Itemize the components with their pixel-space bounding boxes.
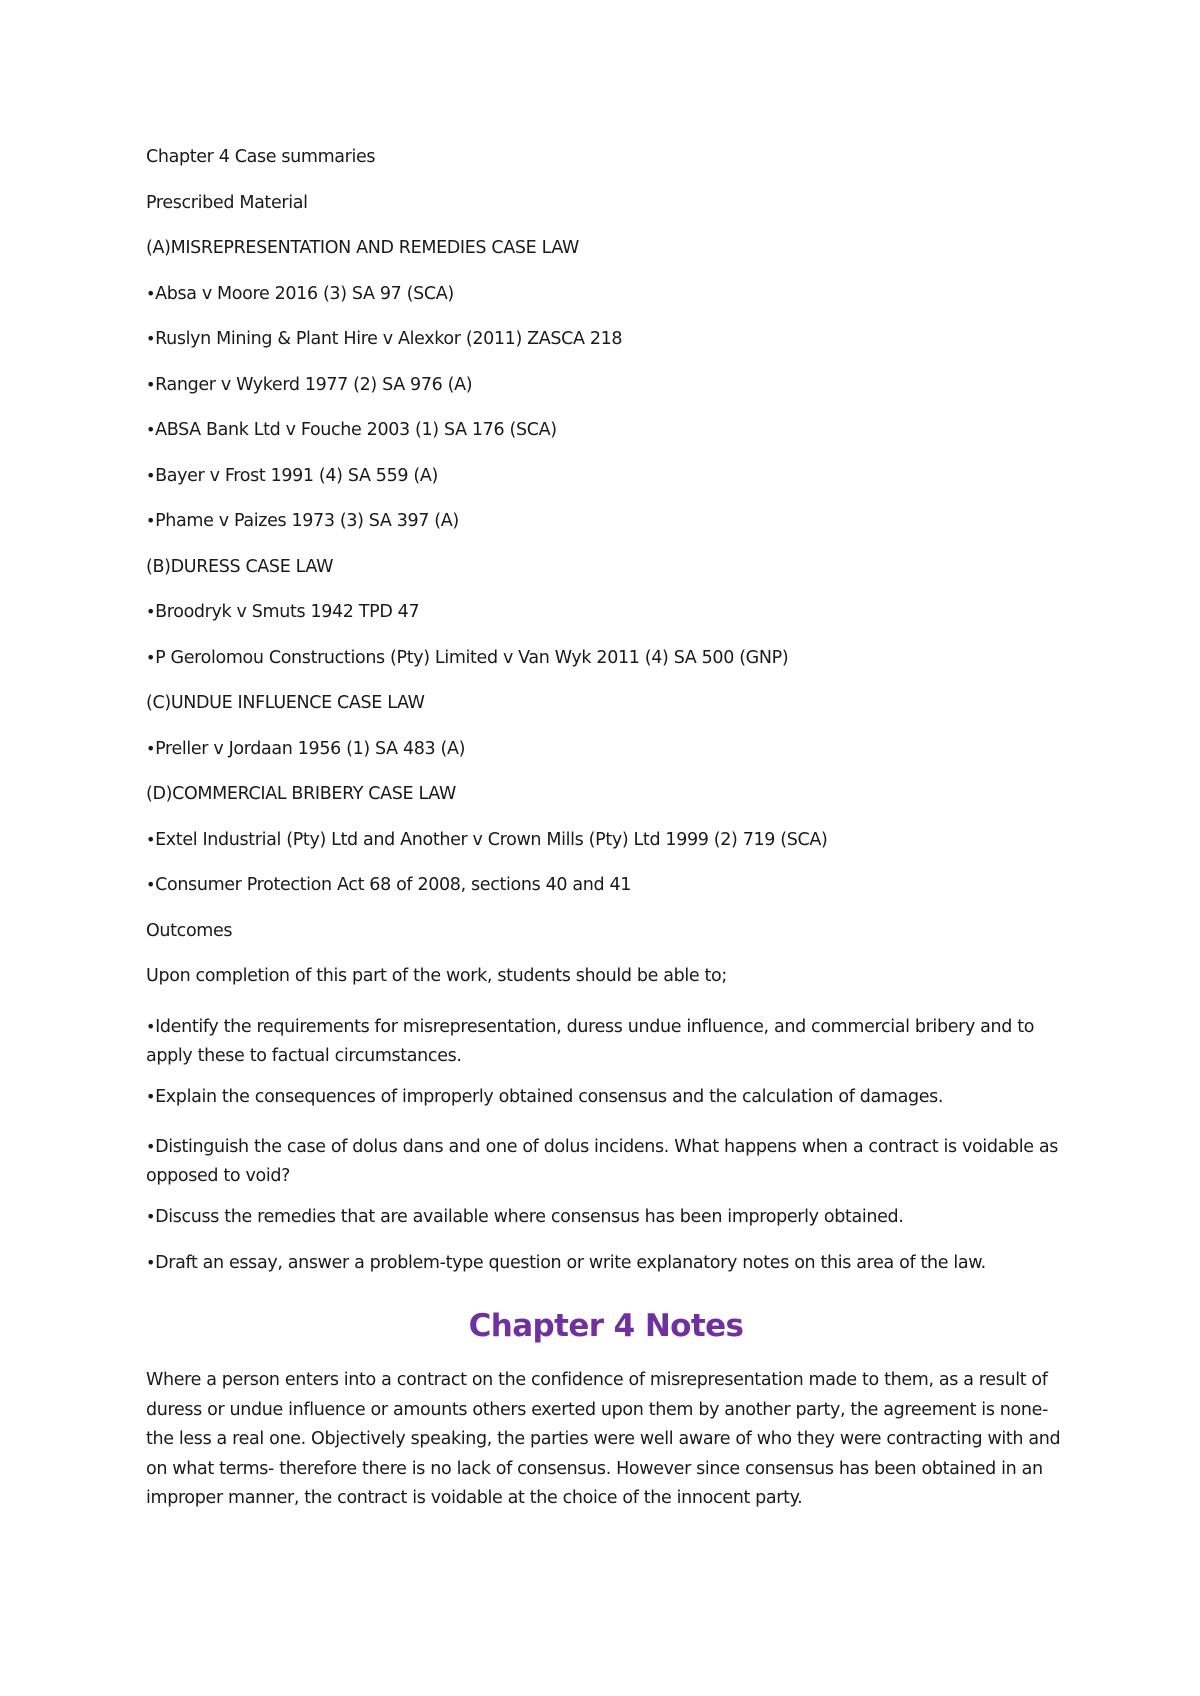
outcome-item bbox=[146, 1087, 1066, 1133]
case-list-item bbox=[146, 420, 1066, 466]
outcome-item bbox=[146, 1132, 1066, 1191]
bullet-icon: • bbox=[146, 374, 156, 394]
case-text: Ruslyn Mining & Plant Hire v Alexkor (2011) ZASCA 218 bbox=[155, 329, 623, 349]
bullet-icon: • bbox=[146, 420, 156, 439]
case-list-item bbox=[146, 602, 1066, 648]
case-text: ABSA Bank Ltd v Fouche 2003 (1) SA 176 (SCA) bbox=[155, 420, 557, 440]
outcome-text: Identify the requirements for misrepresentation, duress undue influence, and commercial bribery and to apply these to factual circumstances. bbox=[146, 1016, 1035, 1066]
case-text: Consumer Protection Act 68 of 2008, sections 40 and 41 bbox=[155, 875, 632, 895]
case-list-item bbox=[146, 875, 1066, 921]
bullet-icon: • bbox=[146, 875, 156, 894]
case-text: Absa v Moore 2016 (3) SA 97 (SCA) bbox=[155, 283, 454, 304]
notes-body: Where a person enters into a contract on the confidence of misrepresentation made to them, as a result of duress or undue influence or amounts others exerted upon them by another party, the agreement is none-the less a real one. Objectively speaking, the parties were well aware of who they were contracting with and on what terms- therefore there is no lack of consensus. However since consensus has been obtained in an improper manner, the contract is voidable at the choice of the innocent party. bbox=[146, 1370, 1061, 1508]
outcome-text: Explain the consequences of improperly obtained consensus and the calculation of damages. bbox=[155, 1086, 944, 1107]
case-text: P Gerolomou Constructions (Pty) Limited v Van Wyk 2011 (4) SA 500 (GNP) bbox=[155, 647, 789, 668]
outcome-item bbox=[146, 1207, 1066, 1253]
case-text: Extel Industrial (Pty) Ltd and Another v Crown Mills (Pty) Ltd 1999 (2) 719 (SCA) bbox=[155, 829, 828, 850]
case-list-item bbox=[146, 466, 1066, 512]
case-list-item bbox=[146, 511, 1066, 557]
bullet-icon: • bbox=[146, 829, 156, 849]
section-d-heading: (D)COMMERCIAL BRIBERY CASE LAW bbox=[146, 784, 456, 804]
bullet-icon: • bbox=[146, 511, 156, 530]
case-list-item bbox=[146, 284, 1066, 330]
case-text: Phame v Paizes 1973 (3) SA 397 (A) bbox=[155, 511, 459, 531]
case-text: Ranger v Wykerd 1977 (2) SA 976 (A) bbox=[155, 374, 473, 395]
bullet-icon: • bbox=[146, 465, 156, 485]
section-a-heading: (A)MISREPRESENTATION AND REMEDIES CASE LAW bbox=[146, 238, 579, 258]
bullet-icon: • bbox=[146, 1086, 156, 1106]
prescribed-material-label: Prescribed Material bbox=[146, 192, 308, 213]
bullet-icon: • bbox=[146, 738, 156, 758]
outcomes-heading: Outcomes bbox=[146, 920, 233, 941]
outcome-text: Draft an essay, answer a problem-type question or write explanatory notes on this area of the law. bbox=[155, 1252, 986, 1273]
case-list-item bbox=[146, 375, 1066, 421]
case-text: Broodryk v Smuts 1942 TPD 47 bbox=[155, 602, 420, 622]
document-content bbox=[146, 147, 1066, 1514]
case-text: Bayer v Frost 1991 (4) SA 559 (A) bbox=[155, 465, 438, 486]
section-c-heading: (C)UNDUE INFLUENCE CASE LAW bbox=[146, 693, 425, 713]
bullet-icon: • bbox=[146, 1207, 156, 1226]
bullet-icon: • bbox=[146, 1016, 156, 1036]
bullet-icon: • bbox=[146, 1137, 156, 1156]
outcome-text: Distinguish the case of dolus dans and one of dolus incidens. What happens when a contract is voidable as opposed to void? bbox=[146, 1137, 1059, 1186]
bullet-icon: • bbox=[146, 647, 156, 667]
outcome-item bbox=[146, 1253, 1066, 1299]
section-b-heading: (B)DURESS CASE LAW bbox=[146, 556, 334, 577]
case-list-item bbox=[146, 739, 1066, 785]
case-text: Preller v Jordaan 1956 (1) SA 483 (A) bbox=[155, 738, 466, 759]
bullet-icon: • bbox=[146, 1252, 156, 1272]
notes-heading: Chapter 4 Notes bbox=[468, 1308, 744, 1344]
document-title: Chapter 4 Case summaries bbox=[146, 147, 376, 167]
bullet-icon: • bbox=[146, 283, 156, 303]
bullet-icon: • bbox=[146, 329, 156, 348]
case-list-item bbox=[146, 329, 1066, 375]
outcome-text: Discuss the remedies that are available where consensus has been improperly obtained. bbox=[155, 1207, 904, 1227]
bullet-icon: • bbox=[146, 602, 156, 621]
outcome-item bbox=[146, 1012, 1066, 1071]
outcomes-intro: Upon completion of this part of the work, students should be able to; bbox=[146, 966, 727, 986]
case-list-item bbox=[146, 648, 1066, 694]
case-list-item bbox=[146, 830, 1066, 876]
